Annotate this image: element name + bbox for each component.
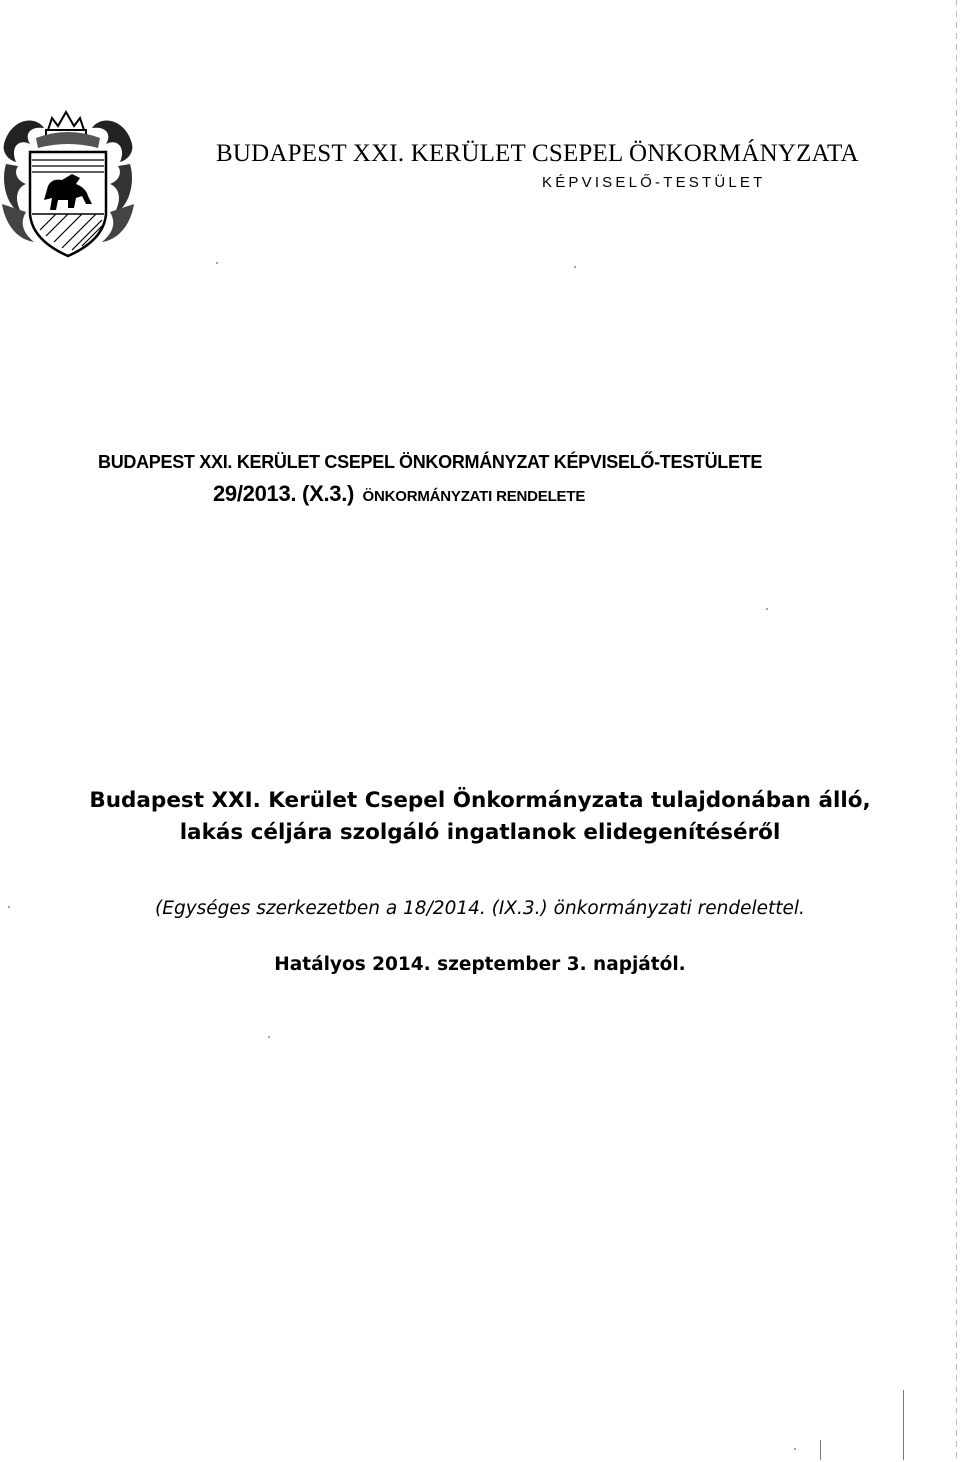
scan-mark (903, 1390, 904, 1460)
consolidation-note: (Egységes szerkezetben a 18/2014. (IX.3.) önkormányzati rendelettel. (155, 898, 805, 919)
scan-speck (794, 1448, 796, 1450)
regulation-number: 29/2013. (X.3.) (213, 481, 355, 506)
organization-body: KÉPVISELŐ-TESTÜLET (542, 174, 766, 191)
document-title-line-2: lakás céljára szolgáló ingatlanok elidegenítéséről (179, 820, 781, 845)
regulation-kind: ÖNKORMÁNYZATI RENDELETE (362, 488, 586, 505)
scan-speck (574, 266, 576, 268)
scan-speck (8, 906, 10, 908)
regulation-issuer: BUDAPEST XXI. KERÜLET CSEPEL ÖNKORMÁNYZAT KÉPVISELŐ-TESTÜLETE (98, 452, 763, 472)
scan-speck (766, 608, 768, 610)
organization-name: BUDAPEST XXI. KERÜLET CSEPEL ÖNKORMÁNYZATA (216, 140, 859, 167)
effective-date: Hatályos 2014. szeptember 3. napjától. (274, 954, 686, 975)
document-title-line-1: Budapest XXI. Kerület Csepel Önkormányzata tulajdonában álló, (89, 788, 871, 813)
scan-mark (820, 1440, 821, 1460)
scan-speck (268, 1036, 270, 1038)
scan-edge-line (956, 0, 957, 1462)
scan-speck (216, 262, 218, 264)
coat-of-arms-icon (0, 104, 136, 258)
regulation-identifier (213, 481, 585, 507)
